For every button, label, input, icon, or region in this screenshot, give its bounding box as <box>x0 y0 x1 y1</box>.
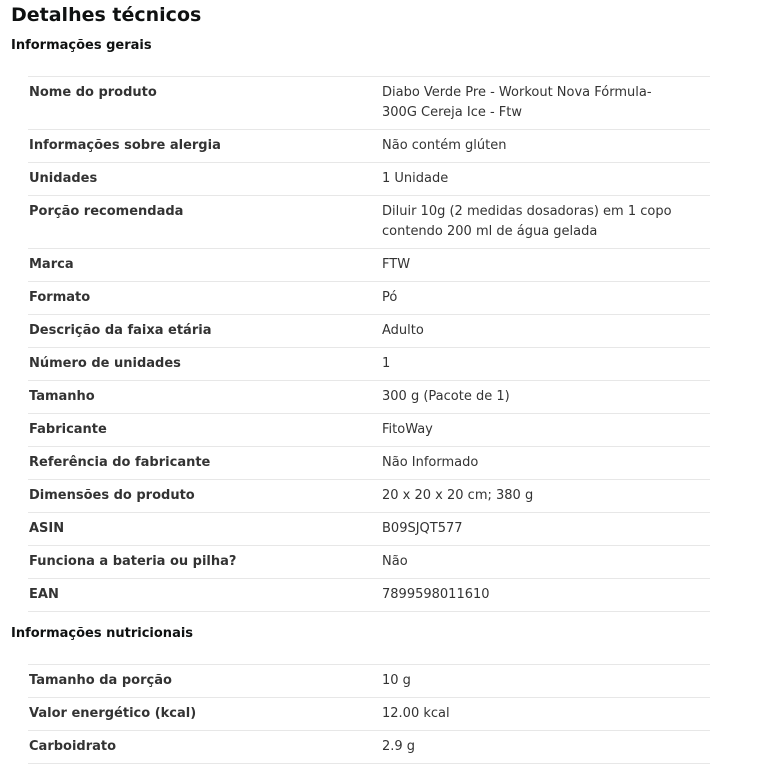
row-label: Formato <box>29 290 91 305</box>
row-label: Descrição da faixa etária <box>29 323 212 338</box>
row-label: Valor energético (kcal) <box>29 706 197 721</box>
table-row <box>28 480 710 513</box>
table-row <box>28 348 710 381</box>
row-value: Diabo Verde Pre - Workout Nova Fórmula- 300G Cereja Ice - Ftw <box>382 85 652 120</box>
row-value: Adulto <box>382 323 424 338</box>
table-row <box>28 414 710 447</box>
row-value: 7899598011610 <box>382 587 490 602</box>
table-row <box>28 698 710 731</box>
row-label: Fabricante <box>29 422 107 437</box>
table-row <box>28 163 710 196</box>
table-row <box>28 381 710 414</box>
row-value: B09SJQT577 <box>382 521 463 536</box>
row-value: Não Informado <box>382 455 479 470</box>
row-label: Marca <box>29 257 74 272</box>
table-row <box>28 579 710 612</box>
row-label: Tamanho da porção <box>29 673 172 688</box>
row-value: 2.9 g <box>382 739 416 754</box>
table-row <box>28 282 710 315</box>
row-value: Não contém glúten <box>382 138 507 153</box>
table-row <box>28 731 710 764</box>
row-label: Dimensões do produto <box>29 488 195 503</box>
section-title-general: Informações gerais <box>11 38 152 53</box>
row-value: 20 x 20 x 20 cm; 380 g <box>382 488 534 503</box>
general-specs-table <box>28 76 710 612</box>
table-row <box>28 315 710 348</box>
row-value: 10 g <box>382 673 411 688</box>
row-value: FTW <box>382 257 411 272</box>
row-label: Funciona a bateria ou pilha? <box>29 554 237 569</box>
table-row <box>28 196 710 249</box>
table-row <box>28 77 710 130</box>
table-row <box>28 513 710 546</box>
row-value: FitoWay <box>382 422 433 437</box>
row-value: Não <box>382 554 408 569</box>
table-row <box>28 546 710 579</box>
row-value: Diluir 10g (2 medidas dosadoras) em 1 copo contendo 200 ml de água gelada <box>382 204 672 239</box>
page-title: Detalhes técnicos <box>11 4 202 26</box>
row-value: Pó <box>382 290 398 305</box>
row-label: Unidades <box>29 171 98 186</box>
row-label: Tamanho <box>29 389 95 404</box>
row-value: 1 <box>382 356 391 371</box>
row-value: 12.00 kcal <box>382 706 450 721</box>
row-label: Porção recomendada <box>29 204 184 219</box>
row-value: 300 g (Pacote de 1) <box>382 389 510 404</box>
row-label: Nome do produto <box>29 85 157 100</box>
table-row <box>28 249 710 282</box>
section-title-nutrition: Informações nutricionais <box>11 626 194 641</box>
row-label: Número de unidades <box>29 356 181 371</box>
row-label: Carboidrato <box>29 739 117 754</box>
row-value: 1 Unidade <box>382 171 449 186</box>
table-row <box>28 665 710 698</box>
row-label: Referência do fabricante <box>29 455 211 470</box>
row-label: EAN <box>29 587 59 602</box>
nutrition-specs-table <box>28 664 710 764</box>
table-row <box>28 447 710 480</box>
row-label: ASIN <box>29 521 65 536</box>
row-label: Informações sobre alergia <box>29 138 221 153</box>
table-row <box>28 130 710 163</box>
